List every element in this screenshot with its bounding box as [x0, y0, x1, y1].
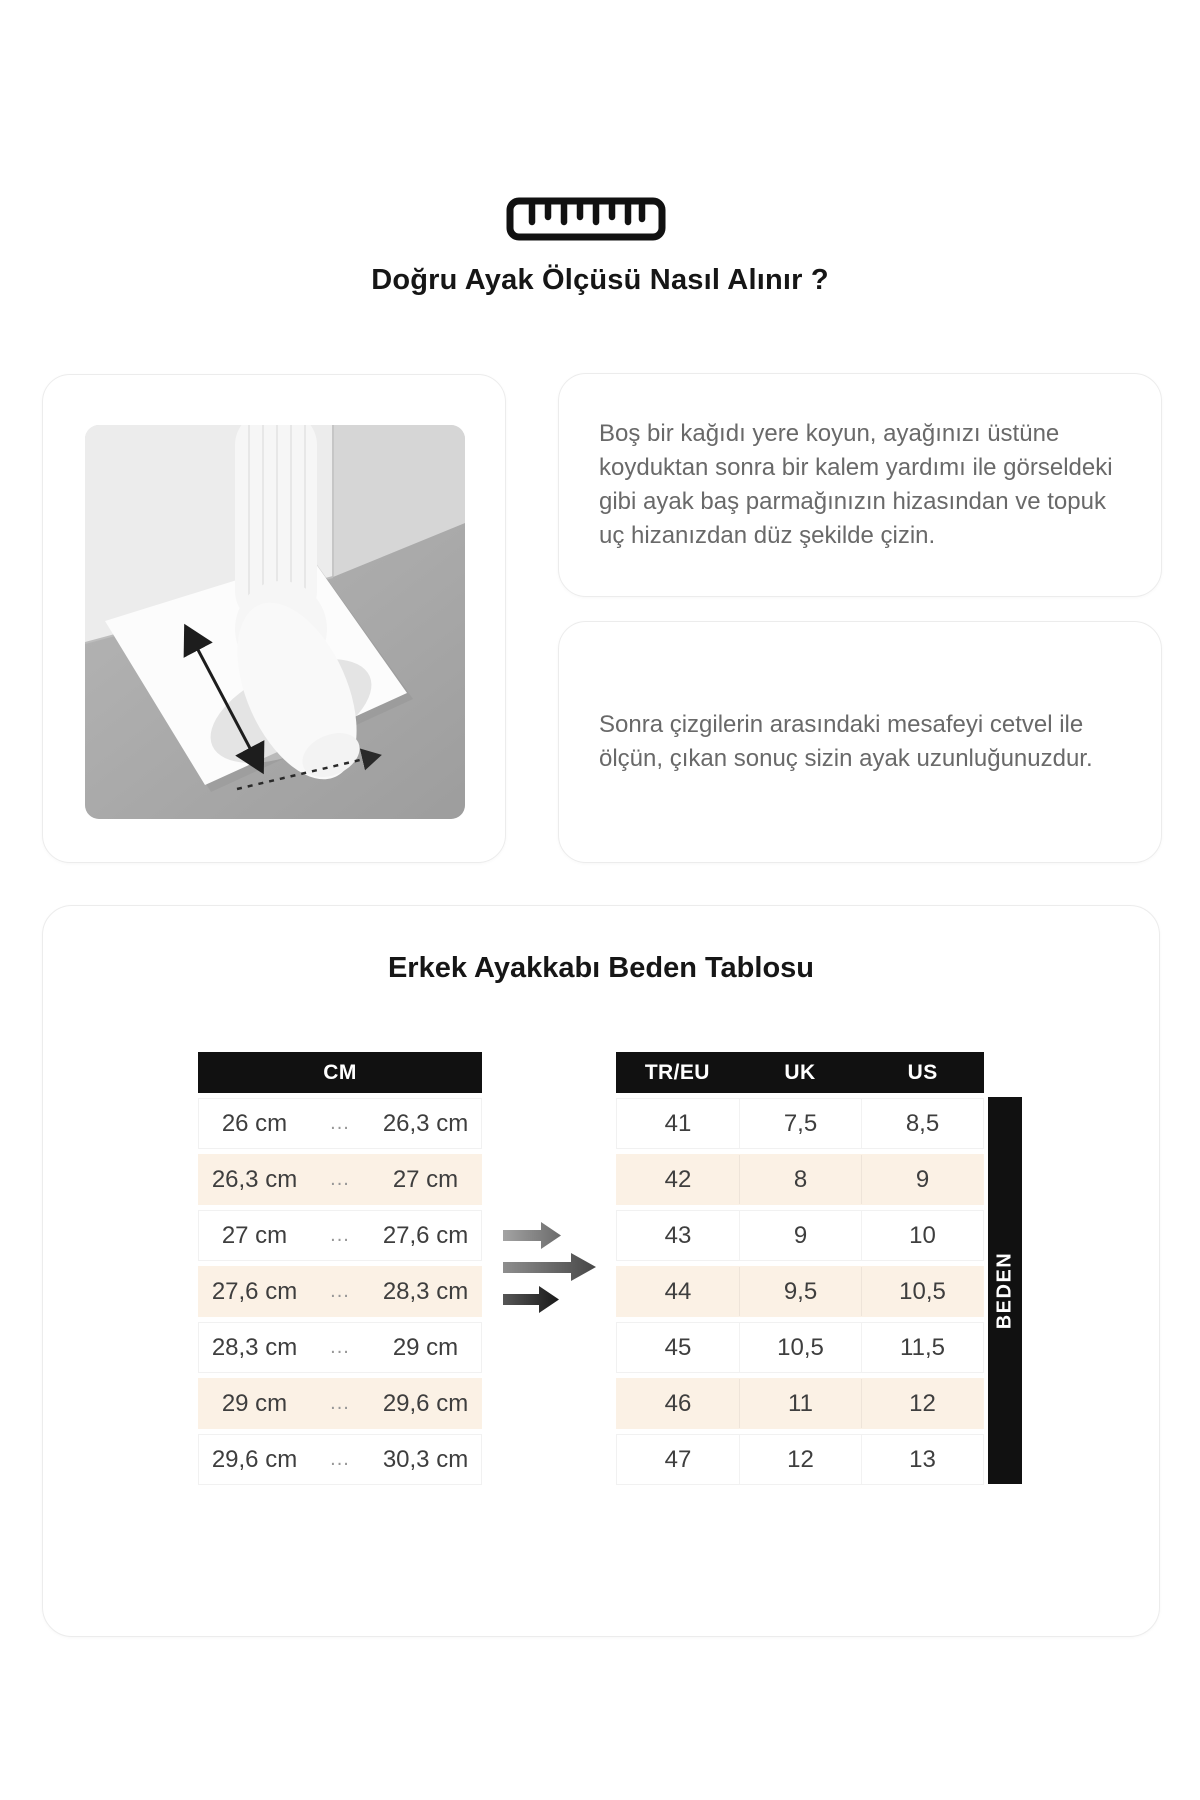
cm-table-row	[198, 1154, 482, 1205]
cm-range-from: 29 cm	[221, 1389, 288, 1417]
uk-size: 10,5	[739, 1323, 861, 1372]
cm-range-from: 29,6 cm	[211, 1445, 298, 1473]
range-dots: ...	[330, 1224, 350, 1246]
tr-eu-size: 45	[664, 1333, 692, 1361]
cm-range-to: 27,6 cm	[382, 1221, 469, 1249]
cm-table-row	[198, 1210, 482, 1261]
size-row	[616, 1210, 984, 1261]
header-uk: UK	[784, 1060, 816, 1084]
tr-eu-size: 41	[664, 1109, 692, 1137]
range-dots: ...	[330, 1392, 350, 1414]
us-size: 11,5	[861, 1323, 983, 1372]
cm-table-row	[198, 1322, 482, 1373]
uk-size: 12	[739, 1435, 861, 1484]
cm-table-row	[198, 1378, 482, 1429]
page-title: Doğru Ayak Ölçüsü Nasıl Alınır ?	[371, 264, 829, 296]
cm-table-header: CM	[198, 1052, 482, 1093]
measure-photo-card	[42, 374, 506, 863]
instruction-card-2	[558, 621, 1162, 863]
range-dots: ...	[330, 1280, 350, 1302]
header-tr-eu: TR/EU	[644, 1060, 710, 1084]
cm-range-from: 27,6 cm	[211, 1277, 298, 1305]
uk-size: 9	[739, 1211, 861, 1260]
size-row	[616, 1266, 984, 1317]
us-size: 12	[861, 1379, 983, 1428]
eu-table-header-row	[616, 1052, 984, 1093]
cm-range-to: 28,3 cm	[382, 1277, 469, 1305]
cm-range-from: 27 cm	[221, 1221, 288, 1249]
uk-size: 9,5	[739, 1267, 861, 1316]
uk-size: 7,5	[739, 1099, 861, 1148]
us-size: 13	[861, 1435, 983, 1484]
cm-range-from: 28,3 cm	[211, 1333, 298, 1361]
us-size: 10,5	[861, 1267, 983, 1316]
transfer-arrows-icon	[501, 1219, 601, 1314]
cm-table	[198, 1052, 482, 1485]
size-row	[616, 1434, 984, 1485]
tr-eu-size: 44	[664, 1277, 692, 1305]
foot-measure-image	[85, 425, 465, 819]
beden-side-bar	[988, 1097, 1022, 1484]
tr-eu-size: 43	[664, 1221, 692, 1249]
us-size: 9	[861, 1155, 983, 1204]
cm-range-from: 26,3 cm	[211, 1165, 298, 1193]
size-row	[616, 1322, 984, 1373]
uk-size: 11	[739, 1379, 861, 1428]
size-row	[616, 1378, 984, 1429]
uk-size: 8	[739, 1155, 861, 1204]
tr-eu-size: 47	[664, 1445, 692, 1473]
instruction-card-1	[558, 373, 1162, 597]
cm-range-from: 26 cm	[221, 1109, 288, 1137]
instruction-step-1: Boş bir kağıdı yere koyun, ayağınızı üstüne koyduktan sonra bir kalem yardımı ile görseldeki gibi ayak baş parmağınızın hizasından ve topuk uç hizanızdan düz şekilde çizin.	[599, 420, 1113, 549]
range-dots: ...	[330, 1448, 350, 1470]
cm-range-to: 26,3 cm	[382, 1109, 469, 1137]
size-row	[616, 1154, 984, 1205]
instruction-step-2: Sonra çizgilerin arasındaki mesafeyi cetvel ile ölçün, çıkan sonuç sizin ayak uzunluğunuzdur.	[599, 711, 1093, 772]
size-chart-card	[42, 905, 1160, 1637]
cm-table-row	[198, 1098, 482, 1149]
cm-range-to: 29 cm	[392, 1333, 459, 1361]
range-dots: ...	[330, 1112, 350, 1134]
us-size: 8,5	[861, 1099, 983, 1148]
beden-label: BEDEN	[993, 1251, 1016, 1330]
range-dots: ...	[330, 1336, 350, 1358]
range-dots: ...	[330, 1168, 350, 1190]
cm-range-to: 30,3 cm	[382, 1445, 469, 1473]
cm-table-row	[198, 1266, 482, 1317]
cm-range-to: 27 cm	[392, 1165, 459, 1193]
size-chart-title: Erkek Ayakkabı Beden Tablosu	[387, 952, 815, 984]
size-row	[616, 1098, 984, 1149]
cm-range-to: 29,6 cm	[382, 1389, 469, 1417]
header-us: US	[907, 1060, 938, 1084]
eu-size-table	[616, 1052, 984, 1485]
tr-eu-size: 42	[664, 1165, 692, 1193]
ruler-icon	[505, 196, 667, 242]
tr-eu-size: 46	[664, 1389, 692, 1417]
cm-table-row	[198, 1434, 482, 1485]
us-size: 10	[861, 1211, 983, 1260]
